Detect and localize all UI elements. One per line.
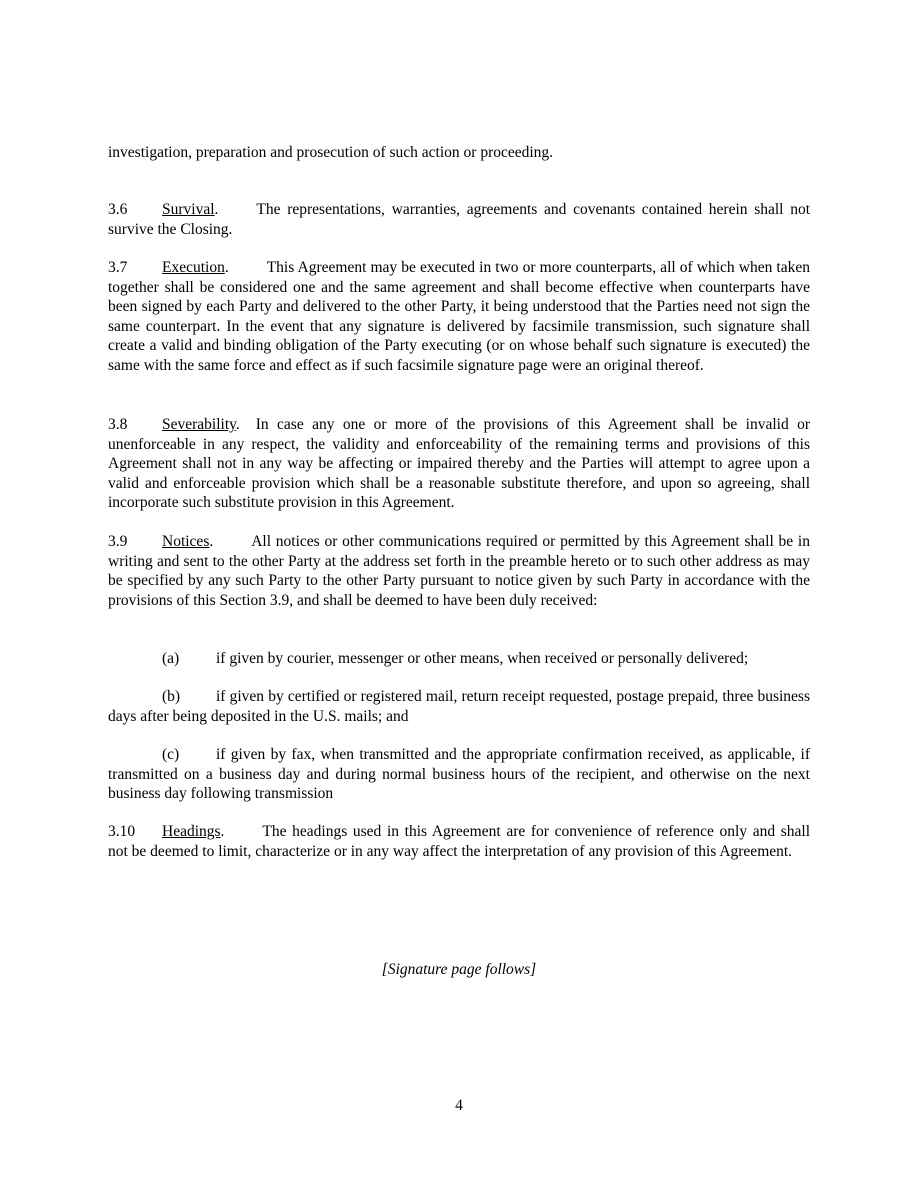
item-label: (c) <box>162 746 180 763</box>
notice-item-a <box>108 649 810 669</box>
section-text: All notices or other communications required or permitted by this Agreement shall be in writing and sent to the other Party at the address set forth in the preamble hereto or to such other address as may be specified by any such Party to the other Party pursuant to notice given by such Party in accordance with the provisions of this Section 3.9, and shall be deemed to have been duly received: <box>108 533 810 609</box>
section-heading: Severability <box>162 416 236 433</box>
item-text: if given by fax, when transmitted and the appropriate confirmation received, as applicable, if transmitted on a business day and during normal business hours of the recipient, and otherwise on the next business day following transmission <box>108 746 810 803</box>
section-text: In case any one or more of the provisions of this Agreement shall be invalid or unenforceable in any respect, the validity and enforceability of the remaining terms and provisions of this Agreement shall not in any way be affecting or impaired thereby and the Parties will attempt to agree upon a valid and enforceable provision which shall be a reasonable substitute therefore, and upon so agreeing, shall incorporate such substitute provision in this Agreement. <box>108 416 810 512</box>
continuation-paragraph <box>108 143 810 163</box>
section-number: 3.6 <box>108 201 128 218</box>
item-text: if given by courier, messenger or other means, when received or personally delivered; <box>216 650 749 667</box>
signature-page-note: [Signature page follows] <box>381 961 537 978</box>
section-3-8: 3.8 Severability. In case any one or more of the provisions of this Agreement shall be invalid or unenforceable in any respect, the validity and enforceability of the remaining terms and provisions of this Agreement shall not in any way be affecting or impaired thereby and the Parties will attempt to agree upon a valid and enforceable provision which shall be a reasonable substitute therefore, and upon so agreeing, shall incorporate such substitute provision in this Agreement. <box>108 416 810 512</box>
notice-item-b <box>108 687 810 726</box>
section-heading: Notices <box>162 533 210 550</box>
section-number: 3.9 <box>108 533 128 550</box>
continuation-text: investigation, preparation and prosecution of such action or proceeding. <box>108 144 554 161</box>
section-number: 3.10 <box>108 823 136 840</box>
section-heading: Execution <box>162 259 225 276</box>
section-3-7: 3.7 Execution. This Agreement may be executed in two or more counterparts, all of which when taken together shall be considered one and the same agreement and shall become effective when counterparts have been signed by each Party and delivered to the other Party, it being understood that the Parties need not sign the same counterpart. In the event that any signature is delivered by facsimile transmission, such signature shall create a valid and binding obligation of the Party executing (or on whose behalf such signature is executed) the same with the same force and effect as if such facsimile signature page were an original thereof. <box>108 259 810 374</box>
section-3-6: 3.6 Survival. The representations, warranties, agreements and covenants contained herein shall not survive the Closing. <box>108 201 810 238</box>
section-number: 3.8 <box>108 416 128 433</box>
section-heading: Survival <box>162 201 215 218</box>
section-3-9: 3.9 Notices. All notices or other communications required or permitted by this Agreement shall be in writing and sent to the other Party at the address set forth in the preamble hereto or to such other address as may be specified by any such Party to the other Party pursuant to notice given by such Party in accordance with the provisions of this Section 3.9, and shall be deemed to have been duly received: <box>108 533 810 609</box>
item-label: (b) <box>162 688 181 705</box>
section-3-10: 3.10 Headings. The headings used in this Agreement are for convenience of reference only and shall not be deemed to limit, characterize or in any way affect the interpretation of any provision of this Agreement. <box>108 823 810 860</box>
item-text: if given by certified or registered mail, return receipt requested, postage prepaid, three business days after being deposited in the U.S. mails; and <box>108 688 810 725</box>
page-number: 4 <box>455 1097 463 1114</box>
section-text: This Agreement may be executed in two or more counterparts, all of which when taken together shall be considered one and the same agreement and shall become effective when counterparts have been signed by each Party and delivered to the other Party, it being understood that the Parties need not sign the same counterpart. In the event that any signature is delivered by facsimile transmission, such signature shall create a valid and binding obligation of the Party executing (or on whose behalf such signature is executed) the same with the same force and effect as if such facsimile signature page were an original thereof. <box>108 259 810 374</box>
section-number: 3.7 <box>108 259 128 276</box>
item-label: (a) <box>162 650 180 667</box>
section-heading: Headings <box>162 823 221 840</box>
section-text: The representations, warranties, agreements and covenants contained herein shall not survive the Closing. <box>108 201 810 238</box>
section-text: The headings used in this Agreement are for convenience of reference only and shall not be deemed to limit, characterize or in any way affect the interpretation of any provision of this Agreement. <box>108 823 810 860</box>
notice-item-c <box>108 745 810 804</box>
